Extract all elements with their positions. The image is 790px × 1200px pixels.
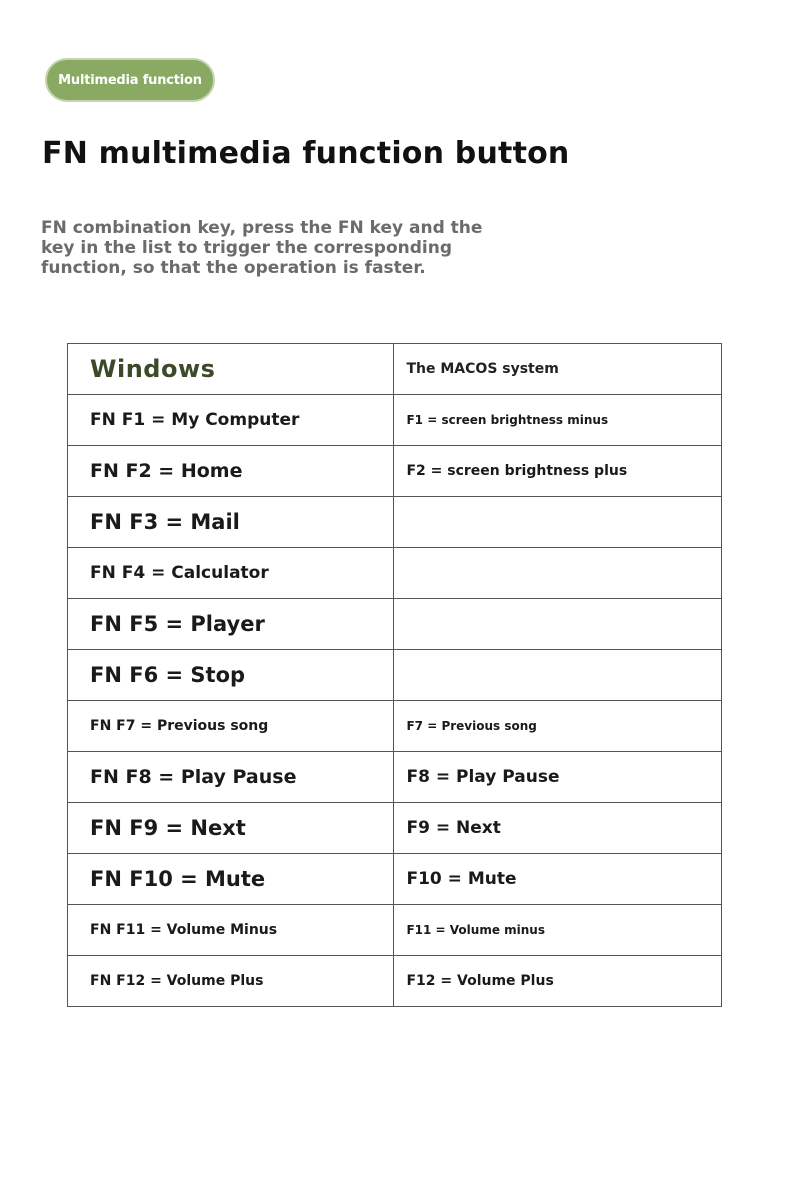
macos-cell-f4 — [394, 548, 722, 599]
macos-cell-f12: F12 = Volume Plus — [394, 956, 722, 1007]
windows-cell-f9: FN F9 = Next — [68, 803, 394, 854]
table-row — [68, 548, 722, 599]
windows-cell-f1: FN F1 = My Computer — [68, 395, 394, 446]
table-row — [68, 599, 722, 650]
table-row — [68, 650, 722, 701]
table-header-row — [68, 344, 722, 395]
macos-cell-f6 — [394, 650, 722, 701]
macos-cell-f5 — [394, 599, 722, 650]
macos-cell-f7: F7 = Previous song — [394, 701, 722, 752]
table-row — [68, 446, 722, 497]
macos-cell-f1: F1 = screen brightness minus — [394, 395, 722, 446]
table-row — [68, 803, 722, 854]
windows-cell-f5: FN F5 = Player — [68, 599, 394, 650]
windows-cell-f12: FN F12 = Volume Plus — [68, 956, 394, 1007]
windows-cell-f2: FN F2 = Home — [68, 446, 394, 497]
table-row — [68, 497, 722, 548]
macos-cell-f8: F8 = Play Pause — [394, 752, 722, 803]
windows-cell-f8: FN F8 = Play Pause — [68, 752, 394, 803]
fn-key-table — [67, 343, 722, 1007]
table-row — [68, 854, 722, 905]
macos-cell-f9: F9 = Next — [394, 803, 722, 854]
macos-header: The MACOS system — [394, 344, 722, 395]
macos-cell-f11: F11 = Volume minus — [394, 905, 722, 956]
table-row — [68, 956, 722, 1007]
macos-cell-f2: F2 = screen brightness plus — [394, 446, 722, 497]
intro-text: FN combination key, press the FN key and the key in the list to trigger the corresponding function, so that the operation is faster. — [41, 218, 483, 278]
windows-cell-f3: FN F3 = Mail — [68, 497, 394, 548]
windows-cell-f10: FN F10 = Mute — [68, 854, 394, 905]
windows-cell-f6: FN F6 = Stop — [68, 650, 394, 701]
table-row — [68, 752, 722, 803]
windows-header: Windows — [68, 344, 394, 395]
table-row — [68, 905, 722, 956]
windows-cell-f11: FN F11 = Volume Minus — [68, 905, 394, 956]
table-row — [68, 701, 722, 752]
windows-cell-f4: FN F4 = Calculator — [68, 548, 394, 599]
macos-cell-f10: F10 = Mute — [394, 854, 722, 905]
section-badge: Multimedia function — [45, 58, 215, 102]
page-title: FN multimedia function button — [42, 136, 570, 171]
table-row — [68, 395, 722, 446]
windows-cell-f7: FN F7 = Previous song — [68, 701, 394, 752]
macos-cell-f3 — [394, 497, 722, 548]
